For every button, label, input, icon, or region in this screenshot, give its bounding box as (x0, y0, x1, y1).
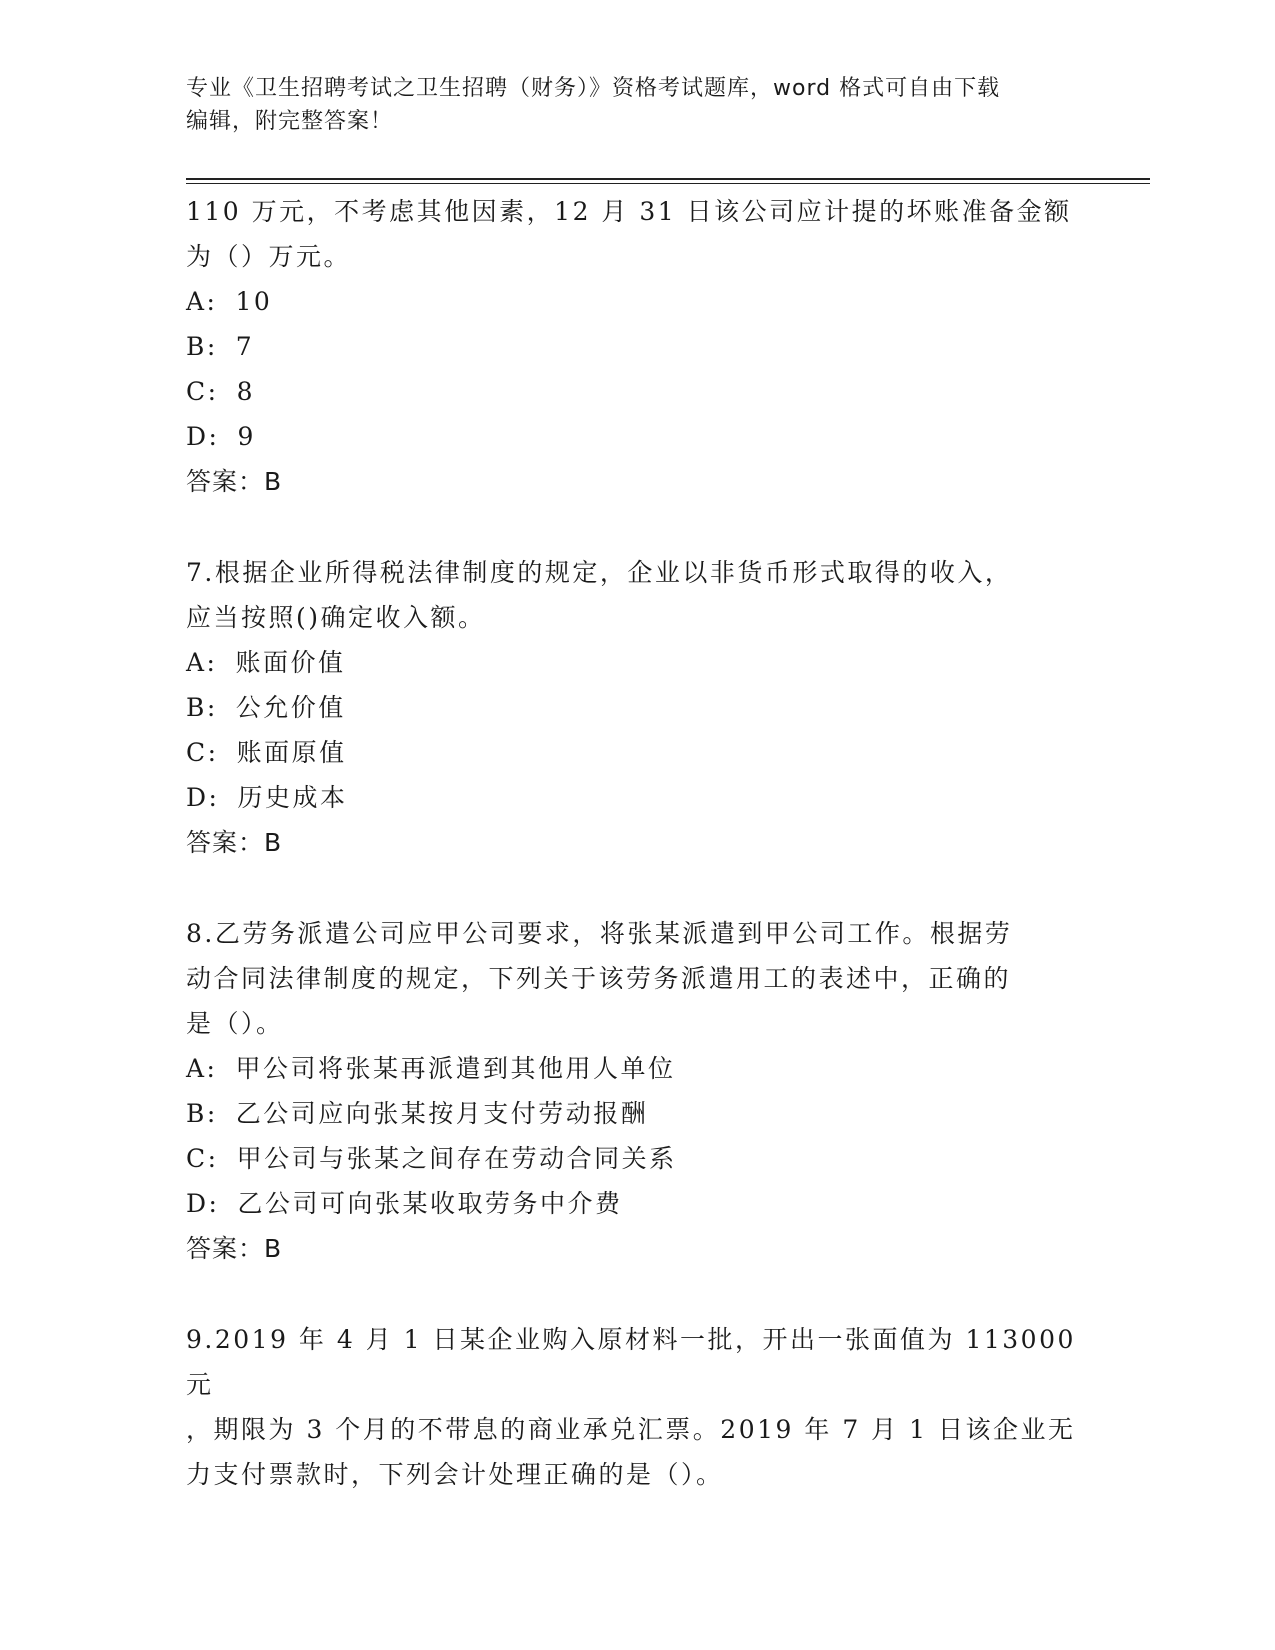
question-text-line: 力支付票款时，下列会计处理正确的是（）。 (186, 1460, 724, 1489)
question-text-line: 为（）万元。 (186, 242, 352, 271)
option-key: B: (186, 693, 218, 722)
option-text: 7 (235, 332, 255, 361)
option-c (186, 730, 1086, 775)
option-text: 甲公司将张某再派遣到其他用人单位 (235, 1054, 676, 1083)
header-rule-thick (186, 178, 1150, 180)
option-text: 乙公司可向张某收取劳务中介费 (237, 1189, 623, 1218)
question-text-line: 8.乙劳务派遣公司应甲公司要求，将张某派遣到甲公司工作。根据劳 (186, 919, 1013, 948)
question-9 (186, 1317, 1086, 1497)
option-d (186, 414, 1086, 459)
option-b (186, 1091, 1086, 1136)
answer-line: 答案：B (186, 828, 283, 857)
option-d (186, 1181, 1086, 1226)
question-text-line: 110 万元，不考虑其他因素，12 月 31 日该公司应计提的坏账准备金额 (186, 197, 1072, 226)
option-c (186, 1136, 1086, 1181)
option-text: 乙公司应向张某按月支付劳动报酬 (235, 1099, 649, 1128)
question-text-line: 动合同法律制度的规定，下列关于该劳务派遣用工的表述中，正确的 (186, 964, 1012, 993)
option-key: C: (186, 738, 219, 767)
option-text: 账面价值 (235, 648, 346, 677)
header-line-2: 编辑，附完整答案！ (186, 109, 394, 134)
option-text: 公允价值 (235, 693, 346, 722)
question-list (186, 189, 1086, 1497)
question-6 (186, 189, 1086, 504)
option-text: 历史成本 (237, 783, 348, 812)
option-key: D: (186, 422, 220, 451)
answer-line: 答案：B (186, 467, 283, 496)
option-b (186, 685, 1086, 730)
option-text: 甲公司与张某之间存在劳动合同关系 (236, 1144, 677, 1173)
option-key: A: (186, 1054, 218, 1083)
option-key: B: (186, 332, 218, 361)
option-a (186, 279, 1086, 324)
option-a (186, 1046, 1086, 1091)
option-key: C: (186, 377, 219, 406)
option-key: A: (186, 287, 218, 316)
question-8 (186, 911, 1086, 1271)
question-text-line: 是（）。 (186, 1009, 284, 1038)
answer-line: 答案：B (186, 1234, 283, 1263)
option-key: C: (186, 1144, 219, 1173)
option-key: A: (186, 648, 218, 677)
question-text-line: 9.2019 年 4 月 1 日某企业购入原材料一批，开出一张面值为 113000 元 (186, 1325, 1076, 1399)
option-c (186, 369, 1086, 414)
option-text: 账面原值 (236, 738, 347, 767)
header-rule-thin (186, 183, 1150, 184)
option-text: 10 (235, 287, 273, 316)
option-key: D: (186, 783, 220, 812)
option-a (186, 640, 1086, 685)
option-key: B: (186, 1099, 218, 1128)
option-key: D: (186, 1189, 220, 1218)
question-text-line: ，期限为 3 个月的不带息的商业承兑汇票。2019 年 7 月 1 日该企业无 (186, 1415, 1076, 1444)
question-text-line: 7.根据企业所得税法律制度的规定，企业以非货币形式取得的收入， (186, 558, 1013, 587)
header-line-1: 专业《卫生招聘考试之卫生招聘（财务）》资格考试题库，word 格式可自由下载 (186, 76, 1001, 101)
question-7 (186, 550, 1086, 865)
question-text-line: 应当按照()确定收入额。 (186, 603, 486, 632)
option-d (186, 775, 1086, 820)
option-text: 8 (236, 377, 255, 406)
option-b (186, 324, 1086, 369)
document-header (186, 72, 1086, 138)
option-text: 9 (237, 422, 256, 451)
